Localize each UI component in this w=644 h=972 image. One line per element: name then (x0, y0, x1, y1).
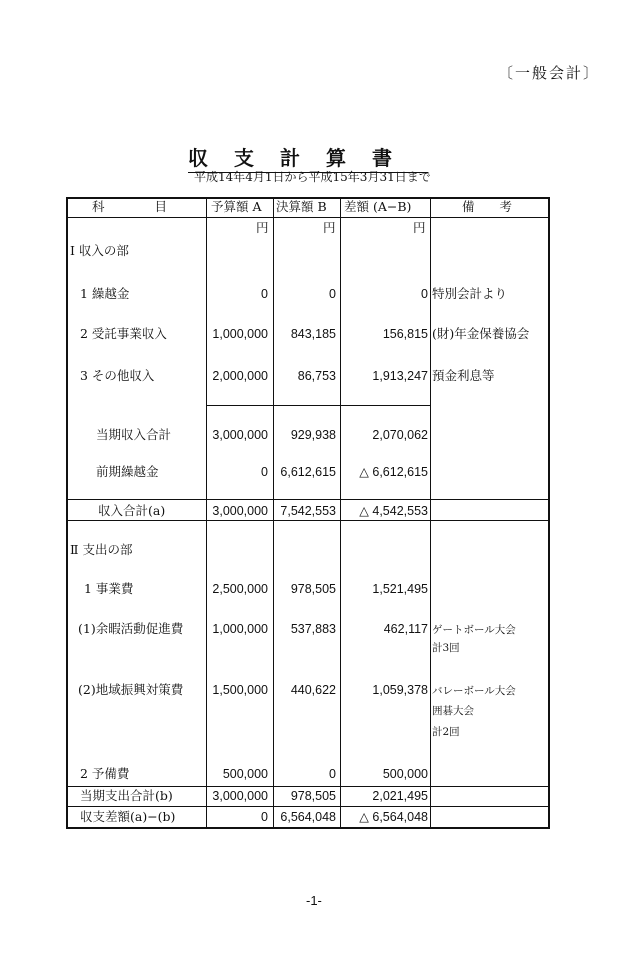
difference-value: 1,521,495 (372, 582, 428, 596)
header-difference: 差額 (A−B) (344, 199, 412, 214)
page-number: -1- (306, 893, 322, 908)
difference-value: △ 6,564,048 (359, 810, 428, 824)
row-label: 1 繰越金 (80, 286, 130, 301)
settled-value: 0 (329, 767, 336, 781)
row-label: 1 事業費 (84, 581, 134, 596)
column-divider (340, 197, 341, 829)
remark-text: 囲碁大会 (432, 705, 474, 717)
settled-value: 537,883 (290, 622, 336, 636)
row-divider (66, 806, 550, 807)
budget-value: 3,000,000 (212, 789, 268, 803)
difference-value: △ 4,542,553 (359, 504, 428, 518)
row-divider (66, 786, 550, 787)
income-expense-table (66, 197, 550, 829)
row-divider (66, 520, 550, 521)
column-divider (273, 197, 274, 829)
account-tag: 〔一般会計〕 (498, 64, 601, 82)
settled-value: 929,938 (290, 428, 336, 442)
header-remarks: 備 考 (462, 199, 513, 214)
difference-value: 2,070,062 (372, 428, 428, 442)
header-budget: 予算額 A (211, 199, 262, 214)
budget-value: 0 (261, 287, 268, 301)
budget-value: 3,000,000 (212, 428, 268, 442)
settled-value: 843,185 (290, 327, 336, 341)
row-label: 当期支出合計(b) (80, 788, 173, 803)
remark-text: 計2回 (432, 726, 460, 738)
difference-value: △ 6,612,615 (359, 465, 428, 479)
column-divider (430, 197, 431, 829)
budget-value: 1,500,000 (212, 683, 268, 697)
table-border-left (66, 197, 68, 829)
budget-value: 500,000 (222, 767, 268, 781)
document-title: 収支計算書 (188, 142, 428, 173)
expense-section-label: Ⅱ 支出の部 (70, 542, 133, 557)
remark-text: 計3回 (432, 642, 460, 654)
unit-label: 円 (413, 220, 426, 235)
settled-value: 0 (329, 287, 336, 301)
header-divider (66, 217, 550, 218)
budget-value: 1,000,000 (212, 327, 268, 341)
difference-value: 156,815 (382, 327, 428, 341)
settled-value: 978,505 (290, 789, 336, 803)
budget-value: 2,000,000 (212, 369, 268, 383)
header-settled: 決算額 B (276, 199, 327, 214)
difference-value: 0 (421, 287, 428, 301)
remark-text: 特別会計より (432, 286, 508, 301)
settled-value: 6,564,048 (280, 810, 336, 824)
table-border-right (548, 197, 550, 829)
remark-text: バレーボール大会 (432, 685, 516, 697)
budget-value: 0 (261, 810, 268, 824)
row-label: 前期繰越金 (96, 464, 159, 479)
remark-text: ゲートボール大会 (432, 624, 516, 636)
unit-label: 円 (323, 220, 336, 235)
row-label: (1)余暇活動促進費 (78, 621, 184, 636)
column-divider (206, 197, 207, 829)
budget-value: 2,500,000 (212, 582, 268, 596)
difference-value: 2,021,495 (372, 789, 428, 803)
budget-value: 1,000,000 (212, 622, 268, 636)
remark-text: (財)年金保養協会 (432, 326, 530, 341)
settled-value: 86,753 (297, 369, 336, 383)
budget-value: 3,000,000 (212, 504, 268, 518)
settled-value: 978,505 (290, 582, 336, 596)
row-label: 2 受託事業収入 (80, 326, 167, 341)
row-label: 2 予備費 (80, 766, 130, 781)
row-label: 収入合計(a) (98, 503, 166, 518)
unit-label: 円 (256, 220, 269, 235)
row-divider (206, 405, 430, 406)
difference-value: 1,059,378 (372, 683, 428, 697)
settled-value: 440,622 (290, 683, 336, 697)
table-border-bottom (66, 827, 550, 829)
settled-value: 6,612,615 (280, 465, 336, 479)
difference-value: 462,117 (383, 622, 428, 636)
difference-value: 500,000 (382, 767, 428, 781)
remark-text: 預金利息等 (432, 368, 495, 383)
period-subtitle: 平成14年4月1日から平成15年3月31日まで (194, 170, 431, 184)
settled-value: 7,542,553 (280, 504, 336, 518)
row-label: 当期収入合計 (96, 427, 172, 442)
header-item: 科 目 (92, 199, 168, 214)
row-label: 3 その他収入 (80, 368, 155, 383)
budget-value: 0 (261, 465, 268, 479)
income-section-label: Ⅰ 収入の部 (70, 243, 129, 258)
row-divider (66, 499, 550, 500)
row-label: 収支差額(a)−(b) (80, 809, 176, 824)
difference-value: 1,913,247 (372, 369, 428, 383)
row-label: (2)地域振興対策費 (78, 682, 184, 697)
